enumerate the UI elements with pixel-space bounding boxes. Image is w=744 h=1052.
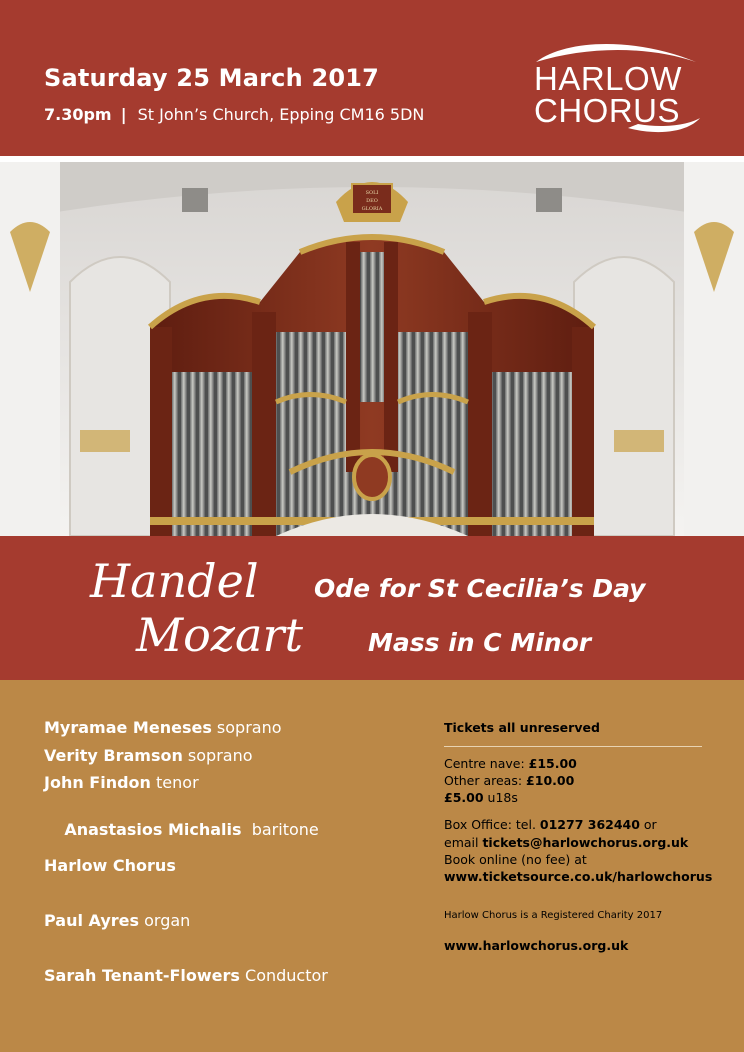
performer-role: soprano [211,718,282,737]
box-office-label: Box Office: tel. [444,817,540,832]
online-url-link[interactable]: www.ticketsource.co.uk/harlowchorus [444,869,713,884]
performer-role: organ [139,911,191,930]
price-centre-nave [444,756,577,771]
performer-organ [44,911,190,930]
organ-illustration [0,162,744,536]
performer-name: Myramae Meneses [44,718,212,737]
performer-role: Conductor [239,966,328,985]
separator: | [120,105,127,124]
performer-role: tenor [150,773,199,792]
website-link[interactable]: www.harlowchorus.org.uk [444,938,629,953]
performer-role: baritone [241,820,319,839]
price-value: £10.00 [526,773,575,788]
plaque-line2: DEO [366,198,378,204]
performer-name: Sarah Tenant-Flowers [44,966,240,985]
programme-banner [0,536,744,680]
performer-tenor [44,773,199,792]
email-link[interactable]: tickets@harlowchorus.org.uk [482,835,689,850]
logo-text-chorus: CHORUS [534,92,681,129]
performer-name: Verity Bramson [44,746,183,765]
performer-conductor [44,966,328,985]
composer-mozart: Mozart [136,608,303,662]
performer-choir [44,856,176,875]
work-mass-c-minor: Mass in C Minor [368,628,592,657]
price-other-areas [444,773,574,788]
performer-baritone [44,801,319,858]
charity-note: Harlow Chorus is a Registered Charity 2017 [444,910,663,921]
harlow-chorus-logo [528,40,708,140]
price-label: Other areas: [444,773,527,788]
performer-soprano-1 [44,718,282,737]
performer-role: soprano [182,746,253,765]
organ-photo [0,162,744,536]
price-u18s [444,790,518,805]
venue: St John’s Church, Epping CM16 5DN [137,105,425,124]
online-label: Book online (no fee) at [444,852,587,867]
work-ode-st-cecilia: Ode for St Cecilia’s Day [314,574,646,603]
performer-name: Anastasios Michalis [64,820,242,839]
tickets-heading: Tickets all unreserved [444,720,600,735]
performer-soprano-2 [44,746,253,765]
price-value: £15.00 [528,756,577,771]
tickets-divider [444,746,702,747]
box-office-phone: 01277 362440 [539,817,640,832]
concert-date: Saturday 25 March 2017 [44,64,380,92]
box-office-or: or [639,817,657,832]
header-banner [0,0,744,156]
email-label: email [444,835,483,850]
performer-name: Harlow Chorus [44,856,176,875]
logo-text-harlow: HARLOW [534,60,682,97]
box-office [444,817,657,832]
price-label: Centre nave: [444,756,529,771]
performer-name: Paul Ayres [44,911,140,930]
price-label: u18s [483,790,518,805]
plaque-line1: SOLI [365,190,379,196]
price-value: £5.00 [444,790,484,805]
concert-time: 7.30pm [44,105,112,124]
composer-handel: Handel [90,554,259,608]
time-venue-line [44,105,424,124]
performer-name: John Findon [44,773,151,792]
plaque-line3: GLORIA [361,206,383,212]
email-line [444,835,688,850]
